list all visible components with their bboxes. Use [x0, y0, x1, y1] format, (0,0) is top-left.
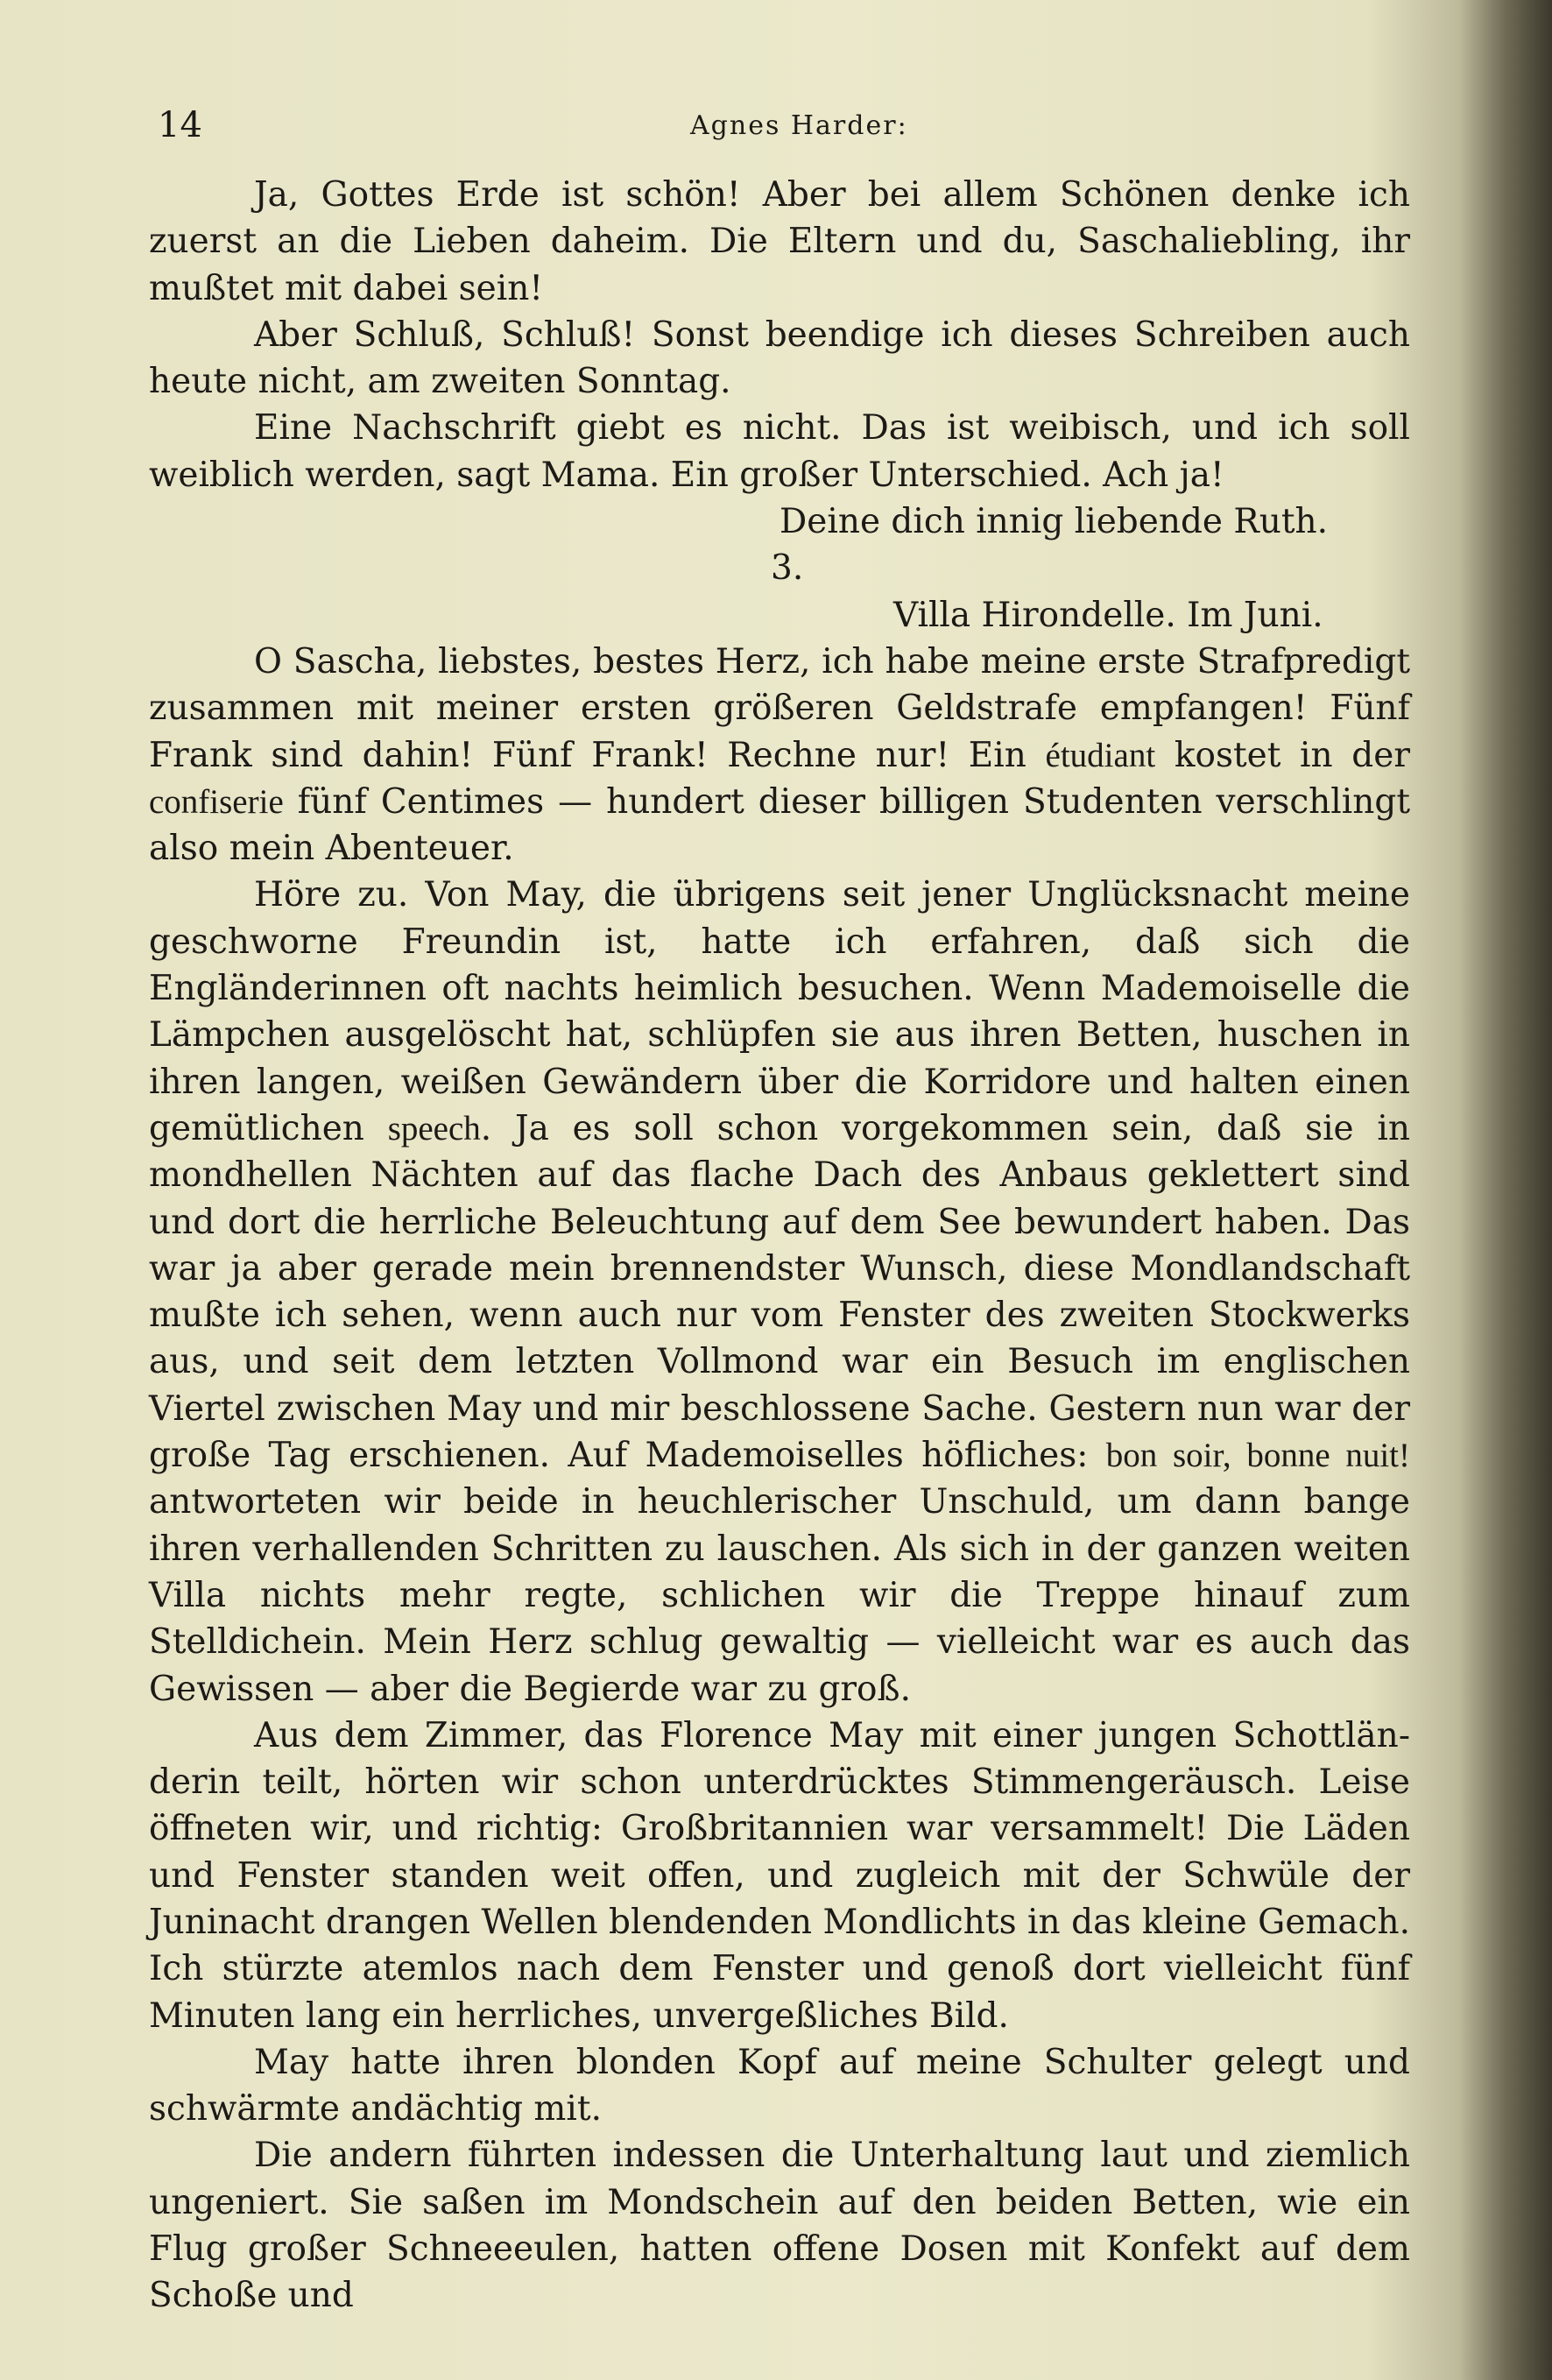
paragraph: [149, 872, 1410, 1712]
foreign-term: speech: [387, 1109, 481, 1148]
text-run: O Sascha, liebstes, bestes Herz, ich habe meine erste Strafpredigt zusammen mit meiner ersten größeren Geldstrafe empfangen! Fünf Frank sind dahin! Fünf Frank! Rechne nur! Ein: [149, 641, 1410, 775]
paragraph: Aber Schluß, Schluß! Sonst beendige ich dieses Schreiben auch heute nicht, am zweiten Sonntag.: [149, 314, 1410, 402]
foreign-term: bon soir, bonne nuit!: [1105, 1437, 1410, 1475]
paragraph: Eine Nachschrift giebt es nicht. Das ist weibisch, und ich soll weiblich werden, sagt Mama. Ein großer Unterschied. Ach ja!: [149, 408, 1410, 495]
letter-signature: Deine dich innig liebende Ruth.: [780, 502, 1329, 542]
paragraph: May hatte ihren blonden Kopf auf meine Schulter gelegt und schwärmte andächtig mit.: [149, 2042, 1410, 2129]
foreign-term: étudiant: [1045, 736, 1156, 774]
page-number: 14: [158, 105, 202, 145]
running-title-author: Agnes Harder:: [690, 110, 908, 141]
paragraph: Die andern führten indessen die Unterhaltung laut und ziemlich ungeniert. Sie saßen im Mondschein auf den beiden Betten, wie ein Flug großer Schneeeulen, hatten offene Dosen mit Konfekt auf dem Schoße und: [149, 2136, 1410, 2316]
text-run: . Ja es soll schon vorgekommen sein, daß sie in mondhellen Nächten auf das flache Dach des Anbaus geklettert sind und dort die herrliche Beleuchtung auf dem See bewundert haben. Das war ja aber gerade mein brennendster Wunsch, diese Mondlandschaft mußte ich sehen, wenn auch nur vom Fenster des zweiten Stockwerks aus, und seit dem letzten Vollmond war ein Besuch im englischen Viertel zwischen May und mir beschlossene Sache. Gestern nun war der große Tag erschienen. Auf Mademoiselles höfliches:: [149, 1108, 1410, 1476]
text-run: kostet in der: [1155, 735, 1410, 775]
foreign-term: confiserie: [149, 782, 284, 821]
paragraph: Ja, Gottes Erde ist schön! Aber bei allem Schönen denke ich zuerst an die Lieben daheim. Die Eltern und du, Saschaliebling, ihr mußtet mit dabei sein!: [149, 175, 1410, 308]
letter-dateline: Villa Hirondelle. Im Juni.: [893, 595, 1323, 635]
body-text: [149, 172, 1410, 2320]
paragraph: Aus dem Zimmer, das Florence May mit einer jungen Schottländerin teilt, hörten wir schon unterdrücktes Stimmengeräusch. Leise öffneten wir, und richtig: Großbritannien war versammelt! Die Läden und Fenster standen weit offen, und zugleich mit der Schwüle der Juninacht drangen Wellen blendenden Mondlichts in das kleine Gemach. Ich stürzte atemlos nach dem Fenster und genoß dort vielleicht fünf Minuten lang ein herrliches, unvergeßliches Bild.: [149, 1715, 1410, 2036]
running-header: [158, 103, 1401, 156]
text-run: fünf Centimes — hundert dieser billigen Studenten verschlingt also mein Abenteuer.: [149, 781, 1410, 869]
text-run: antworteten wir beide in heuchlerischer Unschuld, um dann bange ihren verhallenden Schritten zu lauschen. Als sich in der ganzen weiten Villa nichts mehr regte, schlichen wir die Treppe hinauf zum Stelldichein. Mein Herz schlug gewaltig — vielleicht war es auch das Gewissen — aber die Begierde war zu groß.: [149, 1482, 1410, 1709]
section-number: 3.: [771, 548, 804, 589]
text-run: Höre zu. Von May, die übrigens seit jener Unglücksnacht meine geschworne Freundin ist, hatte ich erfahren, daß sich die Engländerinnen oft nachts heimlich besuchen. Wenn Mademoiselle die Lämpchen ausgelöscht hat, schlüpfen sie aus ihren Betten, huschen in ihren langen, weißen Gewändern über die Korridore und halten einen gemütlichen: [149, 875, 1410, 1148]
paragraph: [149, 639, 1410, 872]
